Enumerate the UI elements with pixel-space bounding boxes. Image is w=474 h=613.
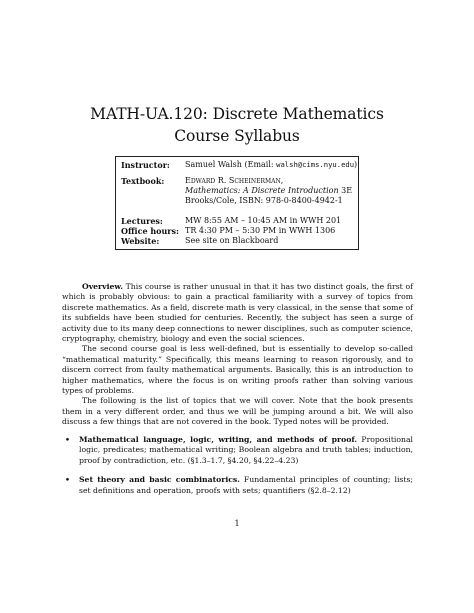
bullet-icon: • [65, 435, 70, 444]
instructor-label: Instructor: [121, 160, 170, 170]
list-item [62, 475, 413, 496]
office-hours-label: Office hours: [121, 226, 179, 236]
textbook-edition: 3E [338, 186, 353, 195]
document-title [0, 103, 474, 147]
overview-text: This course is rather unusual in that it has two distinct goals, the first of which is probably obvious: to gain a practical familiarity with a survey of topics from discrete mathematics. As a field, discrete math is very classical, in the sense that some of its subfields have been studied for centuries. Recently, the subject has seen a surge of activity due to its many deep connections to newer disciplines, such as computer science, cryptography, chemistry, biology and even the social sciences. [62, 282, 413, 344]
maturity-paragraph: The second course goal is less well-defined, but is essentially to develop so-called “mathematical maturity.” Specifically, this means learning to reason rigorously, and to discern correct from faulty mathematical arguments. Basically, this is an introduction to higher mathematics, where the focus is on writing proofs rather than solving various types of problems. [62, 344, 413, 396]
textbook-author-name: Edward R. Scheinerman [185, 176, 281, 185]
textbook-title: Mathematics: A Discrete Introduction [185, 186, 339, 195]
page-number: 1 [234, 519, 240, 528]
overview-section [62, 282, 413, 428]
instructor-value [185, 160, 357, 170]
topic-text: Propositional logic, predicates; mathematical writing; Boolean algebra and truth tables; induction, proof by contradiction, etc. (§1.3–1.7, §4.20, §4.22–4.23) [79, 435, 413, 465]
textbook-label: Textbook: [121, 176, 165, 186]
textbook-author-suffix: , [280, 176, 284, 185]
topics-list [62, 435, 413, 496]
textbook-title-line [185, 186, 352, 196]
website-value: See site on Blackboard [185, 236, 279, 245]
bullet-icon: • [65, 475, 70, 485]
topic-heading: Set theory and basic combinatorics. [79, 475, 240, 485]
topic-text: Fundamental principles of counting; lists; set definitions and operation, proofs with sets; quantifiers (§2.8–2.12) [79, 475, 413, 495]
course-info-box [115, 156, 359, 250]
course-subtitle: Course Syllabus [174, 127, 300, 145]
lectures-value: MW 8:55 AM – 10:45 AM in WWH 201 [185, 216, 342, 225]
list-item [62, 435, 413, 466]
topic-heading: Mathematical language, logic, writing, and methods of proof. [79, 435, 358, 444]
lectures-label: Lectures: [121, 216, 163, 226]
instructor-close: ) [354, 160, 358, 169]
textbook-publisher: Brooks/Cole, ISBN: 978-0-8400-4942-1 [185, 196, 343, 205]
instructor-name: Samuel Walsh (Email: [185, 160, 277, 169]
course-title: MATH-UA.120: Discrete Mathematics [90, 105, 384, 123]
instructor-email: walsh@cims.nyu.edu [276, 160, 355, 169]
website-label: Website: [121, 236, 160, 246]
overview-paragraph [62, 282, 413, 344]
textbook-author [185, 176, 283, 186]
overview-heading: Overview. [82, 282, 123, 291]
office-hours-value: TR 4:30 PM – 5:30 PM in WWH 1306 [185, 226, 336, 235]
topics-intro-paragraph: The following is the list of topics that we will cover. Note that the book presents them in a very different order, and thus we will be jumping around a bit. We will also discuss a few things that are not covered in the book. Typed notes will be provided. [62, 396, 413, 427]
